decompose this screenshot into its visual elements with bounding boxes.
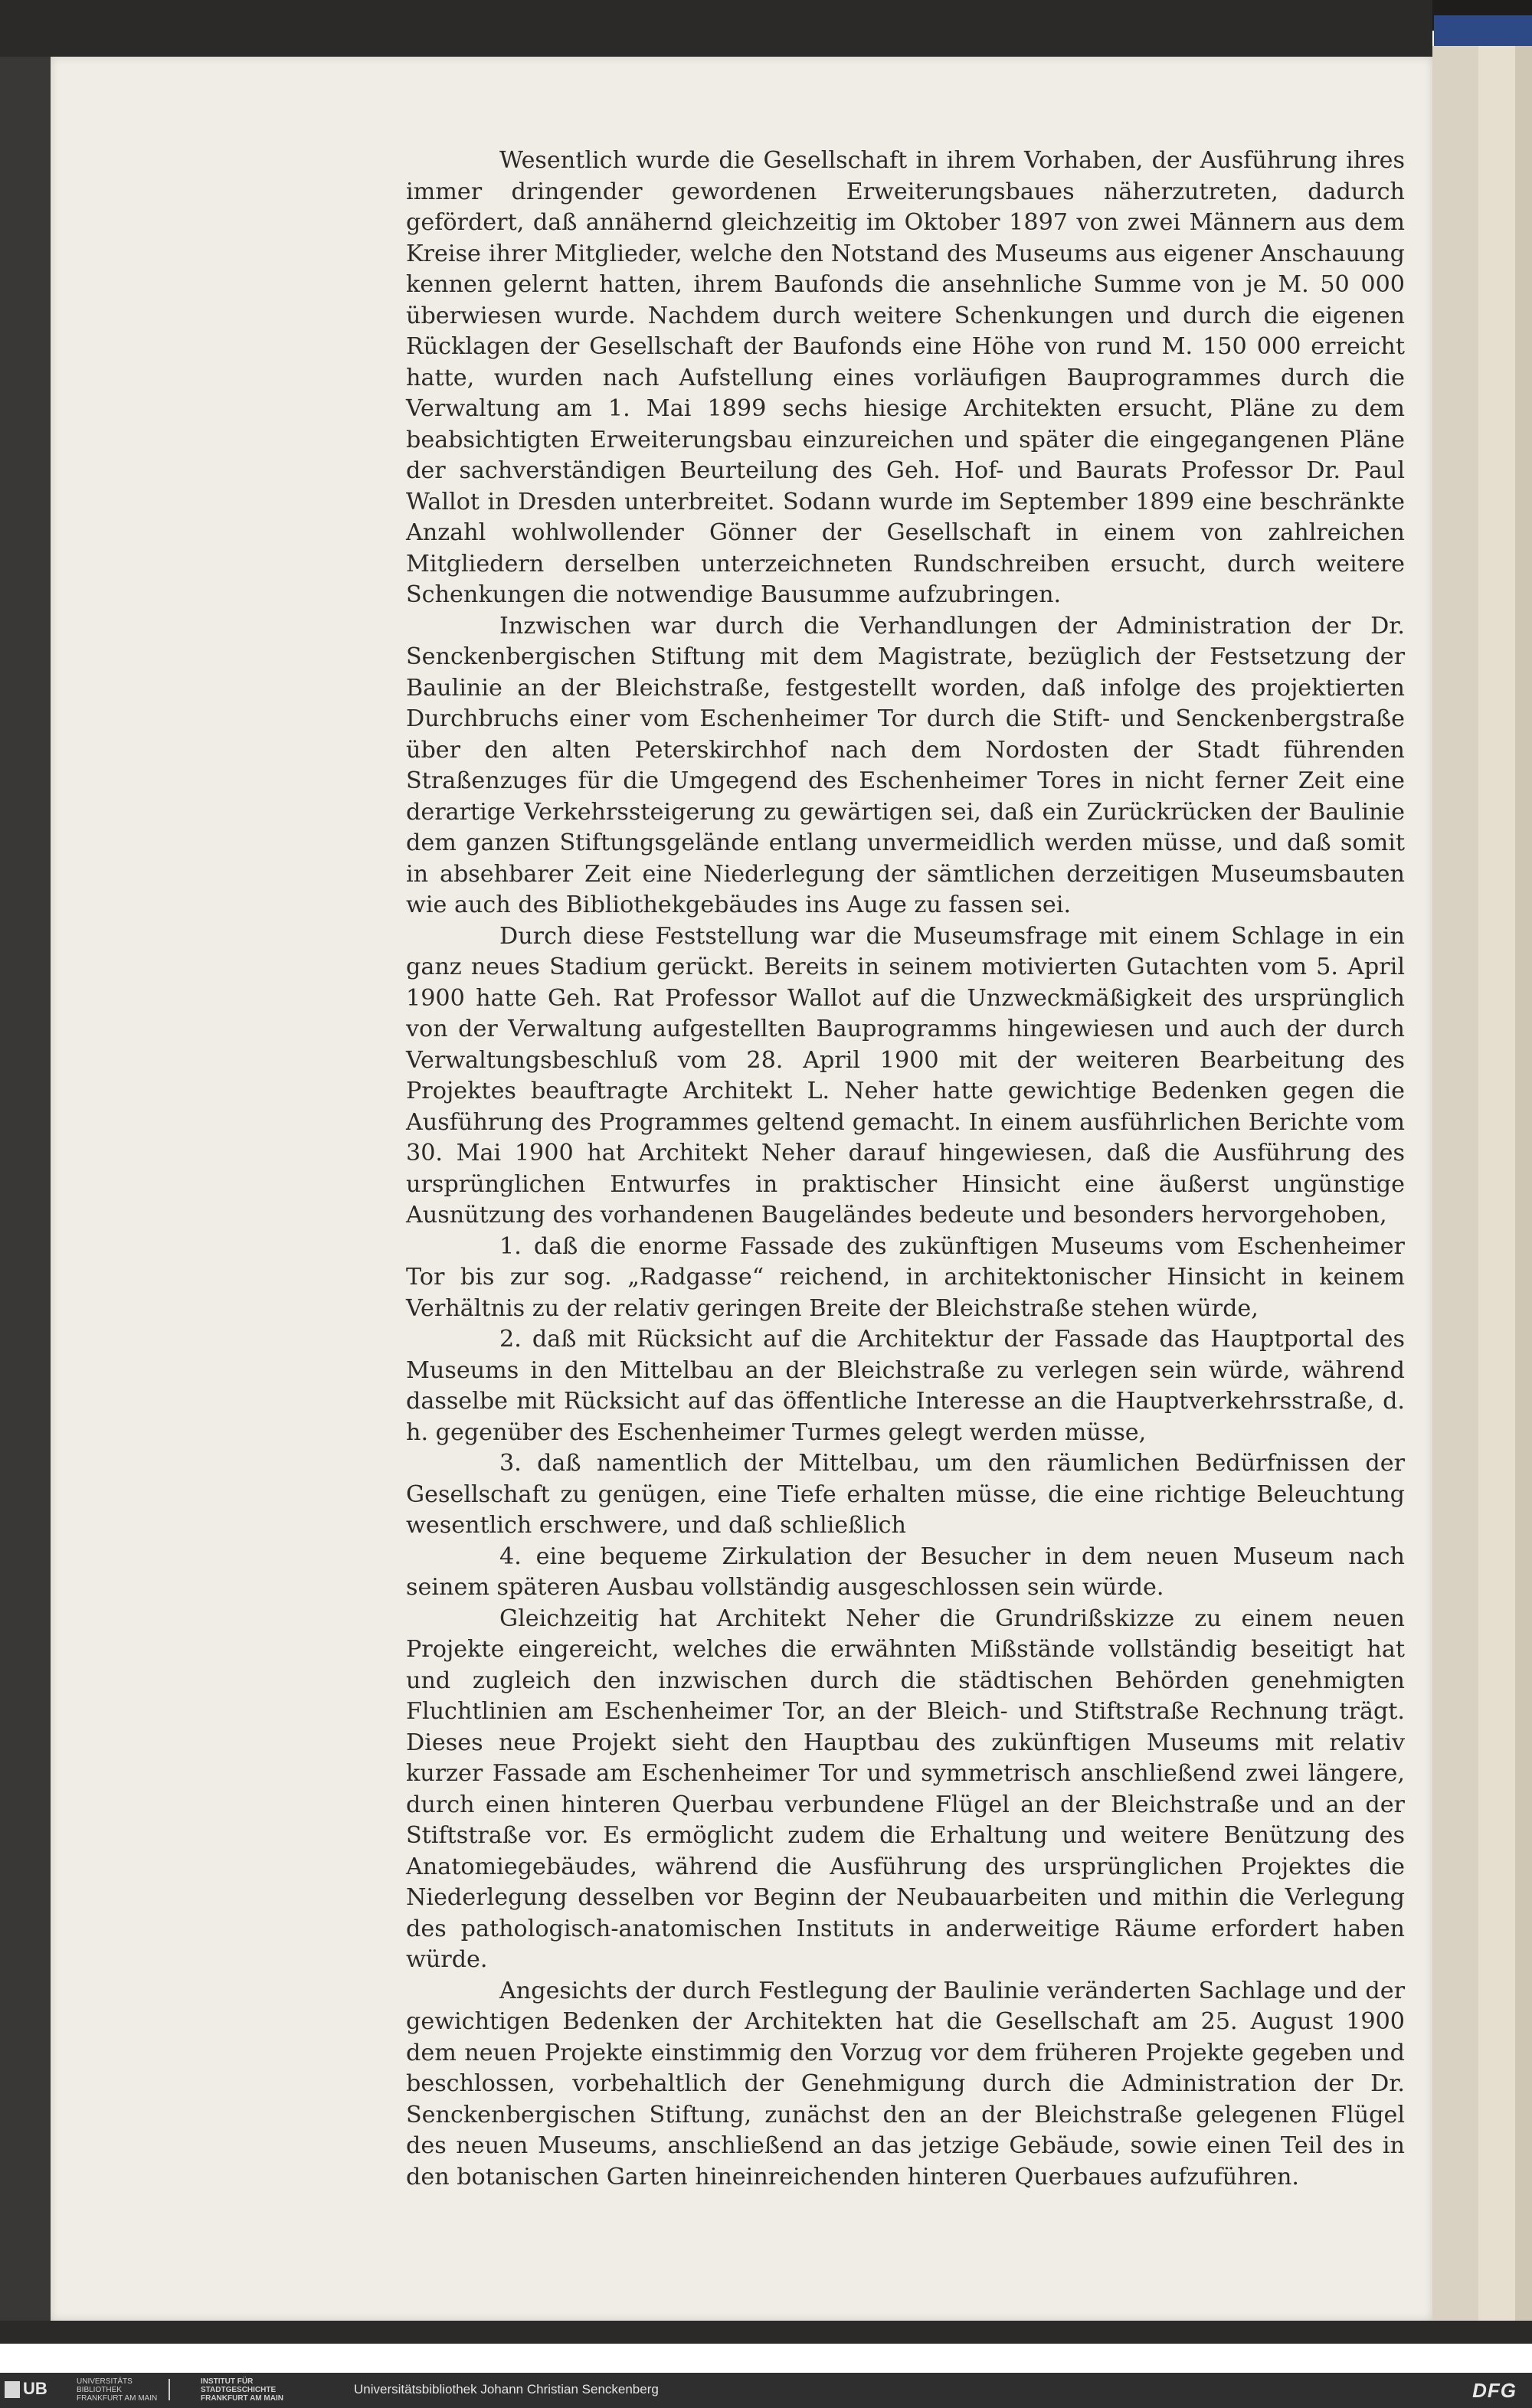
- dfg-logo[interactable]: DFG: [1472, 2379, 1517, 2402]
- isg-logo-text: INSTITUT FÜR STADTGESCHICHTE FRANKFURT AM MAIN: [201, 2377, 283, 2403]
- list-item: 2. daß mit Rücksicht auf die Architektur der Fassade das Hauptportal des Museums in den Mittelbau an der Bleichstraße zu verlegen sein würde, während dasselbe mit Rücksicht auf das öffentliche Interesse an die Hauptverkehrsstraße, d. h. gegenüber des Eschenheimer Turmes gelegt werden müsse,: [406, 1326, 1405, 1446]
- scan-top-border: [0, 0, 1432, 57]
- paragraph: Angesichts der durch Festlegung der Baulinie veränderten Sachlage und der gewichtigen Bedenken der Architekten hat die Gesellschaft am 25. August 1900 dem neuen Projekte einstimmig den Vorzug vor dem früheren Projekte gegeben und beschlossen, vorbehaltlich der Genehmigung durch die Administration der Dr. Senckenbergischen Stiftung, zunächst den an der Bleichstraße gelegenen Flügel des neuen Museums, anschließend an das jetzige Gebäude, sowie einen Teil des in den botanischen Garten hineinreichenden hinteren Querbaues aufzuführen.: [406, 1977, 1405, 2190]
- paragraph: Gleichzeitig hat Architekt Neher die Grundrißskizze zu einem neuen Projekte eingereicht, welches die erwähnten Mißstände vollständig beseitigt hat und zugleich den inzwischen durch die städtischen Behörden genehmigten Fluchtlinien am Eschenheimer Tor, an der Bleich- und Stiftstraße Rechnung trägt. Dieses neue Projekt sieht den Hauptbau des zukünftigen Museums mit relativ kurzer Fassade am Eschenheimer Tor und symmetrisch anschließend zwei längere, durch einen hinteren Querbau verbundene Flügel an der Bleichstraße und an der Stiftstraße vor. Es ermöglicht zudem die Erhaltung und weitere Benützung des Anatomiegebäudes, während die Ausführung des ursprünglichen Projektes die Niederlegung desselben vor Beginn der Neubauarbeiten und mithin die Verlegung des pathologisch-anatomischen Instituts in anderweitige Räume erfordert haben würde.: [406, 1605, 1405, 1973]
- body-text: [406, 146, 1405, 2193]
- color-reference-strip: [1434, 15, 1532, 46]
- library-name[interactable]: Universitätsbibliothek Johann Christian Senckenberg: [354, 2382, 659, 2397]
- scan-left-border: [0, 57, 51, 2336]
- ub-logo-icon: [5, 2381, 20, 2398]
- list-item: 4. eine bequeme Zirkulation der Besucher in dem neuen Museum nach seinem späteren Ausbau vollständig ausgeschlossen sein würde.: [406, 1543, 1405, 1601]
- viewer-footer: [0, 2373, 1532, 2408]
- list-item: 3. daß namentlich der Mittelbau, um den räumlichen Bedürfnissen der Gesellschaft zu genügen, eine Tiefe erhalten müsse, die eine richtige Beleuchtung wesentlich erschwere, und daß schließlich: [406, 1450, 1405, 1539]
- paragraph: Inzwischen war durch die Verhandlungen der Administration der Dr. Senckenbergischen Stiftung mit dem Magistrate, bezüglich der Festsetzung der Baulinie an der Bleichstraße, festgestellt worden, daß infolge des projektierten Durchbruchs einer vom Eschenheimer Tor durch die Stift- und Senckenbergstraße über den alten Peterskirchhof nach dem Nordosten der Stadt führenden Straßenzuges für die Umgegend des Eschenheimer Tores in nicht ferner Zeit eine derartige Verkehrssteigerung zu gewärtigen sei, daß ein Zurückrücken der Baulinie dem ganzen Stiftungsgelände entlang unvermeidlich werden müsse, und daß somit in absehbarer Zeit eine Niederlegung der sämtlichen derzeitigen Museumsbauten wie auch des Bibliothekgebäudes ins Auge zu fassen sei.: [406, 612, 1405, 918]
- ub-logo[interactable]: UB: [5, 2379, 47, 2399]
- page-edge-right-3: [1515, 46, 1532, 2336]
- list-item: 1. daß die enorme Fassade des zukünftigen Museums vom Eschenheimer Tor bis zur sog. „Radgasse“ reichend, in architektonischer Hinsicht in keinem Verhältnis zu der relativ geringen Breite der Bleichstraße stehen würde,: [406, 1232, 1405, 1322]
- isg-logo-icon[interactable]: [169, 2379, 193, 2400]
- scan-bottom-border: [0, 2321, 1532, 2344]
- paragraph: Durch diese Feststellung war die Museumsfrage mit einem Schlage in ein ganz neues Stadium gerückt. Bereits in seinem motivierten Gutachten vom 5. April 1900 hatte Geh. Rat Professor Wallot auf die Unzweckmäßigkeit des ursprünglich von der Verwaltung aufgestellten Bauprogramms hingewiesen und auch der durch Verwaltungsbeschluß vom 28. April 1900 mit der weiteren Bearbeitung des Projektes beauftragte Architekt L. Neher hatte gewichtige Bedenken gegen die Ausführung des Programmes geltend gemacht. In einem ausführlichen Berichte vom 30. Mai 1900 hat Architekt Neher darauf hingewiesen, daß die Ausführung des ursprünglichen Entwurfes in praktischer Hinsicht eine äußerst ungünstige Ausnützung des vorhandenen Baugeländes bedeute und besonders hervorgehoben,: [406, 922, 1405, 1229]
- ub-logo-text: UNIVERSITÄTS BIBLIOTHEK FRANKFURT AM MAIN: [77, 2377, 158, 2403]
- paragraph: Wesentlich wurde die Gesellschaft in ihrem Vorhaben, der Ausführung ihres immer dringender gewordenen Erweiterungsbaues näherzutreten, dadurch gefördert, daß annähernd gleichzeitig im Oktober 1897 von zwei Männern aus dem Kreise ihrer Mitglieder, welche den Notstand des Museums aus eigener Anschauung kennen gelernt hatten, ihrem Baufonds die ansehnliche Summe von je M. 50 000 überwiesen wurde. Nachdem durch weitere Schenkungen und durch die eigenen Rücklagen der Gesellschaft der Baufonds eine Höhe von rund M. 150 000 erreicht hatte, wurden nach Aufstellung eines vorläufigen Bauprogrammes durch die Verwaltung am 1. Mai 1899 sechs hiesige Architekten ersucht, Pläne zu dem beabsichtigten Erweiterungsbau einzureichen und später die eingegangenen Pläne der sachverständigen Beurteilung des Geh. Hof- und Baurats Professor Dr. Paul Wallot in Dresden unterbreitet. Sodann wurde im September 1899 eine beschränkte Anzahl wohlwollender Gönner der Gesellschaft in einem von zahlreichen Mitgliedern derselben unterzeichneten Rundschreiben ersucht, durch weitere Schenkungen die notwendige Bausumme aufzubringen.: [406, 147, 1405, 608]
